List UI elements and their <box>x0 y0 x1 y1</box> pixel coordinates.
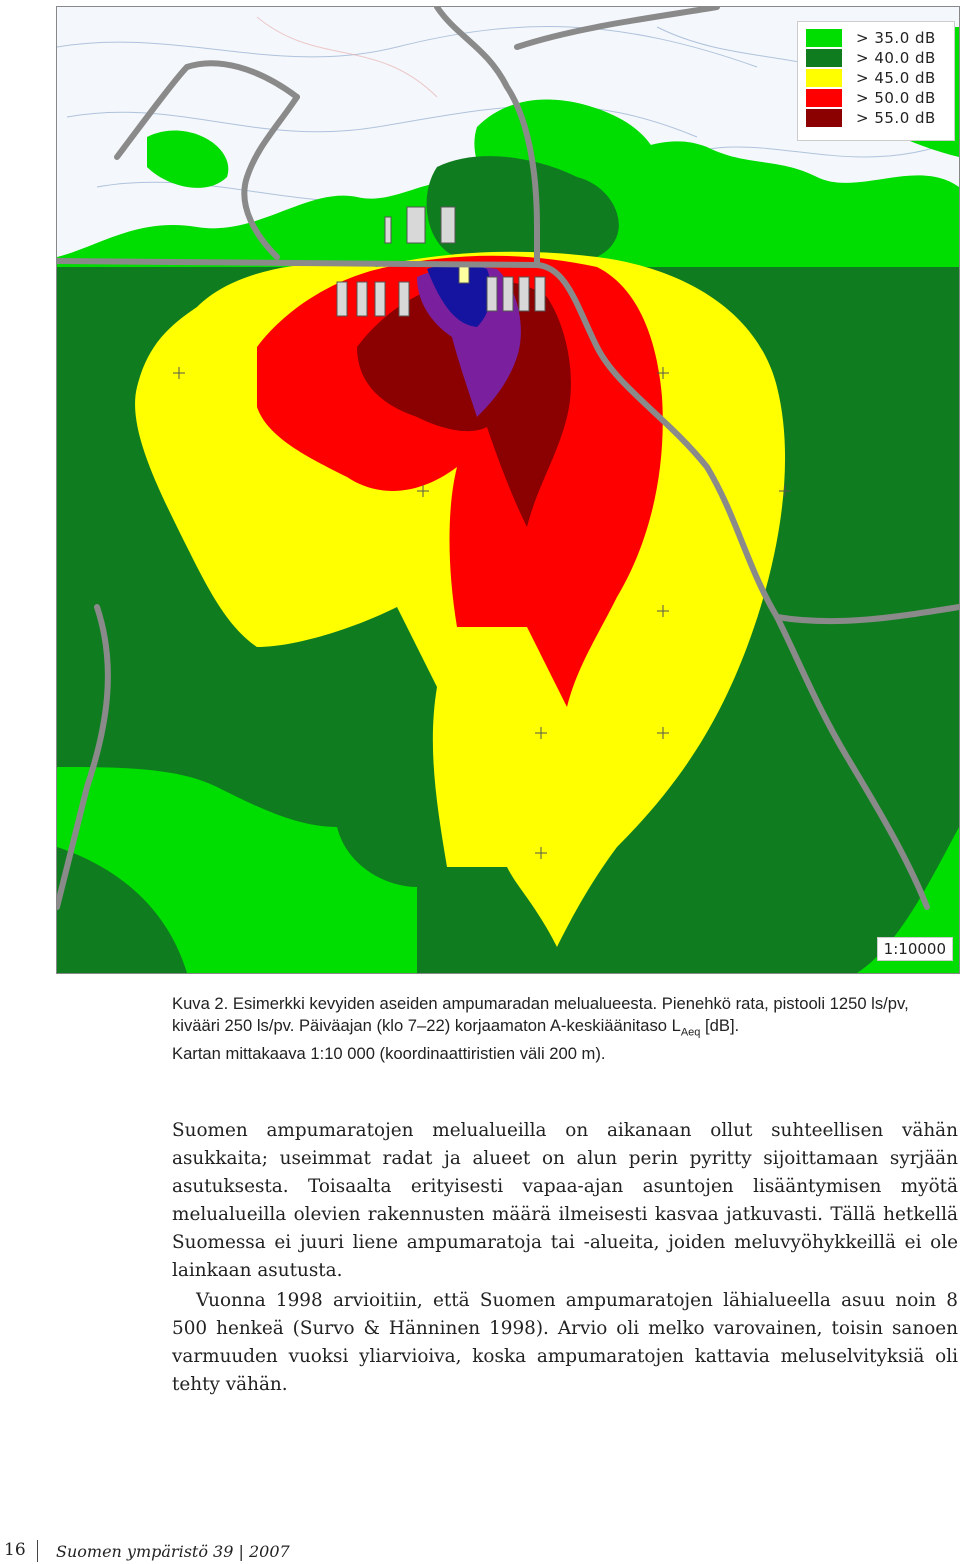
legend-label: > 40.0 dB <box>856 49 936 67</box>
caption-line-3: Kartan mittakaava 1:10 000 (koordinaattiristien väli 200 m). <box>172 1044 606 1064</box>
caption-line-1: Kuva 2. Esimerkki kevyiden aseiden ampumaradan melualueesta. Pienehkö rata, pistooli 1250 ls/pv, <box>172 994 909 1013</box>
legend-label: > 35.0 dB <box>856 29 936 47</box>
caption-line-2-text: kivääri 250 ls/pv. Päiväajan (klo 7–22) korjaamaton A-keskiäänitaso L <box>172 1016 681 1035</box>
publication-year: 2007 <box>248 1542 290 1561</box>
map-graphic <box>57 7 959 973</box>
legend-label: > 50.0 dB <box>856 89 936 107</box>
publication-title: Suomen ympäristö 39 <box>56 1542 234 1561</box>
caption-line-2-end: [dB]. <box>700 1016 740 1035</box>
legend-swatch <box>806 69 842 87</box>
paragraph-1: Suomen ampumaratojen melualueilla on aikanaan ollut suhteellisen vähän asukkaita; useimmat radat ja alueet on alun perin pyritty sijoittamaan syrjään asutuksesta. Toisaalta erityisesti vapaa-ajan asuntojen lisääntymisen myötä melualueilla olevien rakennusten määrä ilmeisesti kasvaa jatkuvasti. Tällä hetkellä Suomessa ei juuri liene ampumaratoja tai -alueita, joiden meluvyöhykkeillä ei ole lainkaan asutusta. <box>172 1120 958 1281</box>
legend-swatch <box>806 49 842 67</box>
legend-row <box>806 68 946 88</box>
footer-divider <box>37 1540 38 1562</box>
caption-subscript: Aeq <box>680 1026 701 1039</box>
legend-swatch <box>806 109 842 127</box>
map-scale-label: 1:10000 <box>877 937 953 961</box>
noise-zone-map <box>56 6 960 974</box>
legend-label: > 45.0 dB <box>856 69 936 87</box>
legend-swatch <box>806 29 842 47</box>
caption-line-2 <box>172 1015 960 1043</box>
body-text <box>172 1117 958 1401</box>
legend-swatch <box>806 89 842 107</box>
publication-info <box>56 1542 290 1561</box>
figure-caption <box>172 993 960 1065</box>
paragraph-2: Vuonna 1998 arvioitiin, että Suomen ampumaratojen lähialueella asuu noin 8 500 henkeä (Survo & Hänninen 1998). Arvio oli melko varovainen, toisin sanoen varmuuden vuoksi yliarvioiva, koska ampumaratojen kattavia meluselvityksiä oli tehty vähän. <box>172 1290 958 1395</box>
map-legend <box>797 21 955 141</box>
page-footer <box>0 1540 420 1564</box>
legend-label: > 55.0 dB <box>856 109 936 127</box>
footer-divider-inline: | <box>238 1542 244 1561</box>
legend-row <box>806 88 946 108</box>
legend-row <box>806 48 946 68</box>
page-number: 16 <box>4 1540 26 1560</box>
legend-row <box>806 28 946 48</box>
legend-row <box>806 108 946 128</box>
